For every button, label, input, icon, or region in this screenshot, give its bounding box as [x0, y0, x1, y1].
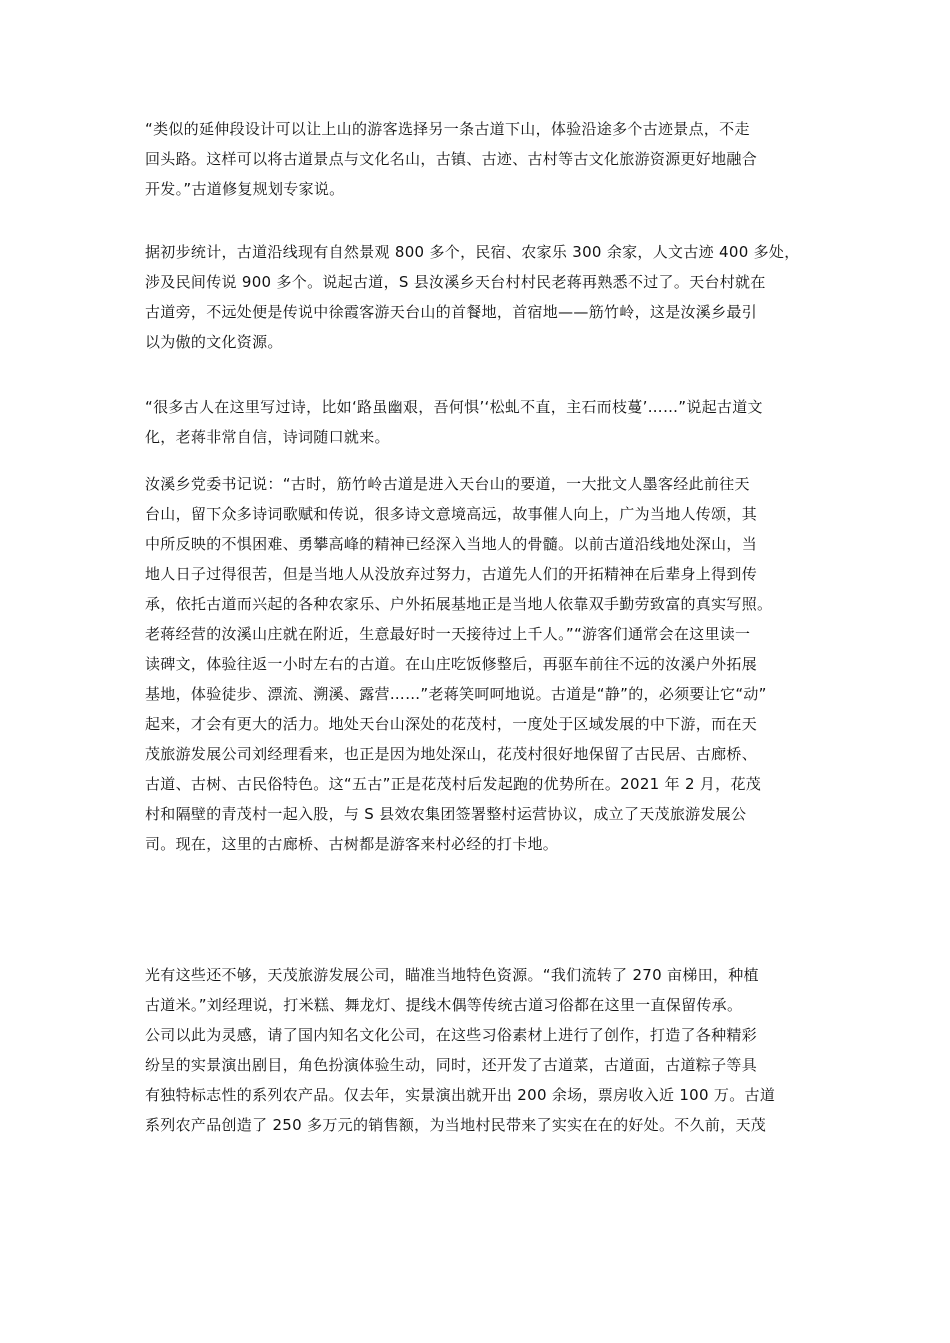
text-line: 以为傲的文化资源。: [145, 333, 283, 351]
text-line: 起来，才会有更大的活力。地处天台山深处的花茂村，一度处于区域发展的中下游，而在天: [145, 715, 758, 733]
text-line: 中所反映的不惧困难、勇攀高峰的精神已经深入当地人的骨髓。以前古道沿线地处深山，当: [145, 535, 758, 553]
text-line: 村和隔壁的青茂村一起入股，与 S 县效农集团签署整村运营协议，成立了天茂旅游发展公: [145, 805, 747, 823]
text-line: [145, 859, 845, 889]
text-line: 地人日子过得很苦，但是当地人从没放弃过努力，古道先人们的开拓精神在后辈身上得到传: [145, 565, 758, 583]
text-line: 老蒋经营的汝溪山庄就在附近，生意最好时一天接待过上千人。”“游客们通常会在这里读一: [145, 625, 751, 643]
text-line: 涉及民间传说 900 多个。说起古道，S 县汝溪乡天台村村民老蒋再熟悉不过了。天台村就在: [145, 273, 766, 291]
text-line: 台山，留下众多诗词歌赋和传说，很多诗文意境高远，故事催人向上，广为当地人传颂，其: [145, 505, 758, 523]
text-line: [145, 889, 845, 919]
text-line: 承，依托古道而兴起的各种农家乐、户外拓展基地正是当地人依靠双手勤劳致富的真实写照。: [145, 595, 773, 613]
paragraph-5: [145, 960, 845, 1140]
text-line: “很多古人在这里写过诗，比如‘路虽幽艰，吾何惧’‘松虬不直，主石而枝蔓’……”说起古道文: [145, 398, 763, 416]
text-line: 茂旅游发展公司刘经理看来，也正是因为地处深山，花茂村很好地保留了古民居、古廊桥、: [145, 745, 758, 763]
text-line: 司。现在，这里的古廊桥、古树都是游客来村必经的打卡地。: [145, 835, 559, 853]
text-line: 汝溪乡党委书记说：“古时，筋竹岭古道是进入天台山的要道，一大批文人墨客经此前往天: [145, 475, 750, 493]
text-line: 回头路。这样可以将古道景点与文化名山，古镇、古迹、古村等古文化旅游资源更好地融合: [145, 150, 758, 168]
text-line: 古道、古树、古民俗特色。这“五古”正是花茂村后发起跑的优势所在。2021 年 2 月，花茂: [145, 775, 762, 793]
text-line: 有独特标志性的系列农产品。仅去年，实景演出就开出 200 余场，票房收入近 100 万。古道: [145, 1086, 776, 1104]
text-line: 光有这些还不够，天茂旅游发展公司，瞄准当地特色资源。“我们流转了 270 亩梯田，种植: [145, 966, 759, 984]
text-line: “类似的延伸段设计可以让上山的游客选择另一条古道下山，体验沿途多个古迹景点，不走: [145, 120, 750, 138]
paragraph-1: [145, 114, 845, 204]
text-line: 古道米。”刘经理说，打米糕、舞龙灯、提线木偶等传统古道习俗都在这里一直保留传承。: [145, 996, 743, 1014]
text-line: 开发。”古道修复规划专家说。: [145, 180, 345, 198]
text-line: 公司以此为灵感，请了国内知名文化公司，在这些习俗素材上进行了创作，打造了各种精彩: [145, 1026, 758, 1044]
text-line: 据初步统计，古道沿线现有自然景观 800 多个，民宿、农家乐 300 余家，人文古迹 400 多处，: [145, 243, 800, 261]
text-line: 系列农产品创造了 250 多万元的销售额，为当地村民带来了实实在在的好处。不久前，天茂: [145, 1116, 767, 1134]
text-line: 化，老蒋非常自信，诗词随口就来。: [145, 428, 390, 446]
text-line: 基地，体验徒步、漂流、溯溪、露营……”老蒋笑呵呵地说。古道是“静”的，必须要让它“动”: [145, 685, 767, 703]
paragraph-3: [145, 392, 845, 452]
paragraph-4: [145, 469, 845, 919]
text-line: 读碑文，体验往返一小时左右的古道。在山庄吃饭修整后，再驱车前往不远的汝溪户外拓展: [145, 655, 758, 673]
text-line: 纷呈的实景演出剧目，角色扮演体验生动，同时，还开发了古道菜，古道面，古道粽子等具: [145, 1056, 758, 1074]
text-line: 古道旁，不远处便是传说中徐霞客游天台山的首餐地，首宿地——筋竹岭，这是汝溪乡最引: [145, 303, 758, 321]
paragraph-2: [145, 237, 845, 357]
